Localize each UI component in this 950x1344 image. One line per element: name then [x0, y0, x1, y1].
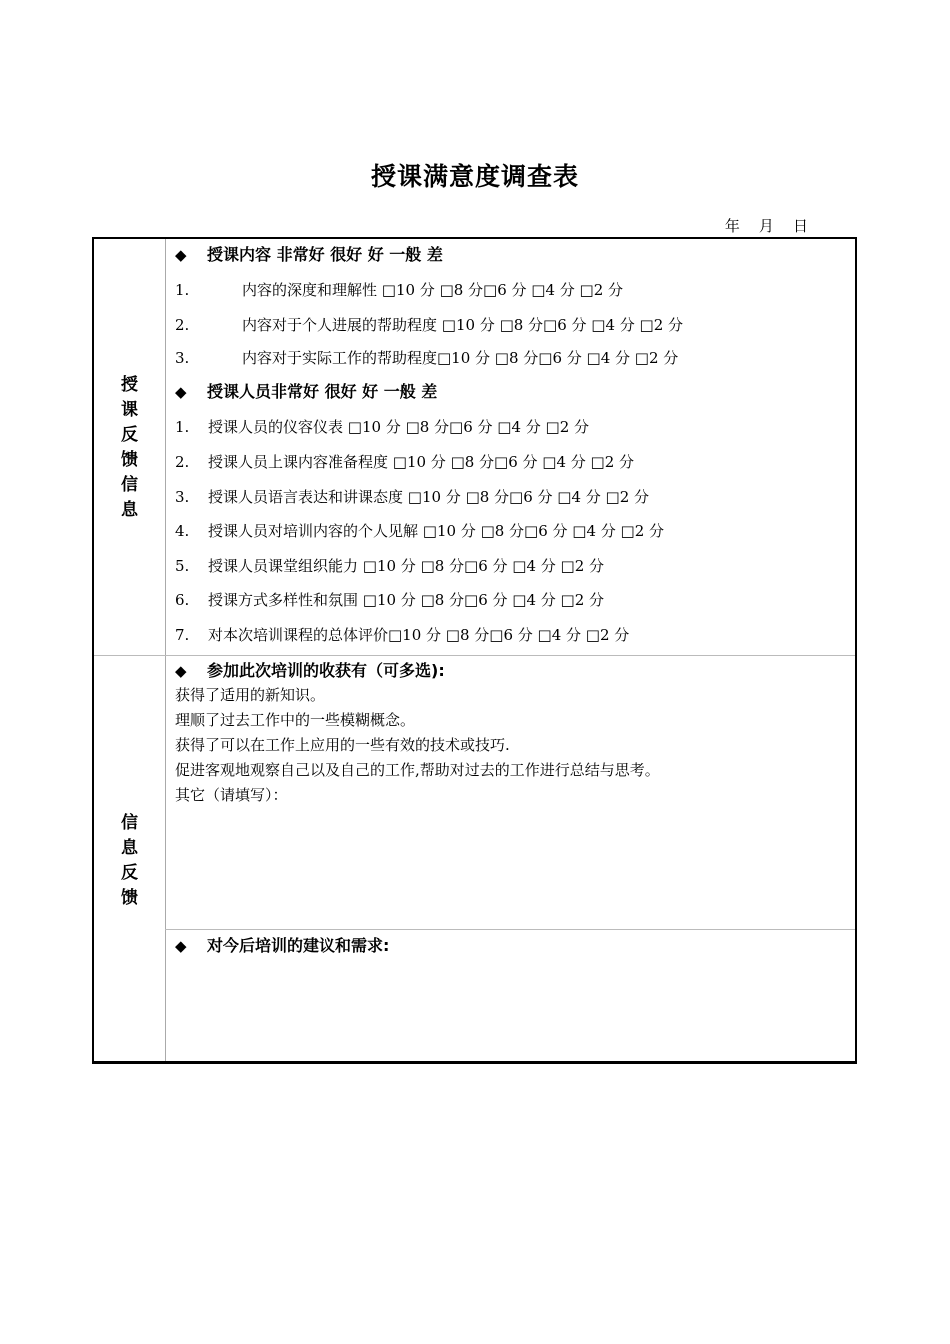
list-item[interactable]: 获得了适用的新知识。 — [175, 686, 326, 704]
subsection-divider — [165, 929, 855, 930]
other-fill-in[interactable]: 其它（请填写）： — [175, 786, 288, 804]
section-divider — [94, 655, 855, 656]
survey-form — [92, 237, 857, 1064]
side-label-feedback-info: 授 课 反 馈 信 息 — [121, 375, 138, 520]
section-heading-suggestions: ◆ 对今后培训的建议和需求: — [175, 936, 390, 955]
list-item[interactable]: 2. 授课人员上课内容准备程度 □10 分 □8 分□6 分 □4 分 □2 分 — [175, 453, 635, 471]
list-item[interactable]: 2. 内容对于个人进展的帮助程度 □10 分 □8 分□6 分 □4 分 □2 分 — [175, 316, 684, 334]
side-label-info-feedback: 信 息 反 馈 — [121, 813, 138, 908]
diamond-bullet-icon: ◆ — [175, 383, 187, 401]
page-title: 授课满意度调查表 — [370, 162, 579, 191]
list-item[interactable]: 促进客观地观察自己以及自己的工作,帮助对过去的工作进行总结与思考。 — [175, 761, 660, 779]
diamond-bullet-icon: ◆ — [175, 246, 187, 264]
list-item[interactable]: 获得了可以在工作上应用的一些有效的技术或技巧. — [175, 736, 510, 754]
section-heading-gains: ◆ 参加此次培训的收获有（可多选): — [175, 661, 445, 680]
list-item[interactable]: 1. 内容的深度和理解性 □10 分 □8 分□6 分 □4 分 □2 分 — [175, 281, 624, 299]
section-heading-content: ◆ 授课内容 非常好 很好 好 一般 差 — [175, 245, 443, 264]
date-line: 年 月 日 — [724, 217, 808, 235]
list-item[interactable]: 6. 授课方式多样性和氛围 □10 分 □8 分□6 分 □4 分 □2 分 — [175, 591, 605, 609]
list-item[interactable]: 3. 授课人员语言表达和讲课态度 □10 分 □8 分□6 分 □4 分 □2 分 — [175, 488, 650, 506]
list-item[interactable]: 理顺了过去工作中的一些模糊概念。 — [175, 711, 416, 729]
diamond-bullet-icon: ◆ — [175, 937, 187, 955]
diamond-bullet-icon: ◆ — [175, 662, 187, 680]
list-item[interactable]: 4. 授课人员对培训内容的个人见解 □10 分 □8 分□6 分 □4 分 □2 分 — [175, 522, 665, 540]
column-divider — [165, 239, 166, 1061]
list-item[interactable]: 5. 授课人员课堂组织能力 □10 分 □8 分□6 分 □4 分 □2 分 — [175, 557, 605, 575]
list-item[interactable]: 7. 对本次培训课程的总体评价□10 分 □8 分□6 分 □4 分 □2 分 — [175, 626, 630, 644]
list-item[interactable]: 1. 授课人员的仪容仪表 □10 分 □8 分□6 分 □4 分 □2 分 — [175, 418, 590, 436]
section-heading-instructor: ◆ 授课人员非常好 很好 好 一般 差 — [175, 382, 438, 401]
list-item[interactable]: 3. 内容对于实际工作的帮助程度□10 分 □8 分□6 分 □4 分 □2 分 — [175, 349, 679, 367]
